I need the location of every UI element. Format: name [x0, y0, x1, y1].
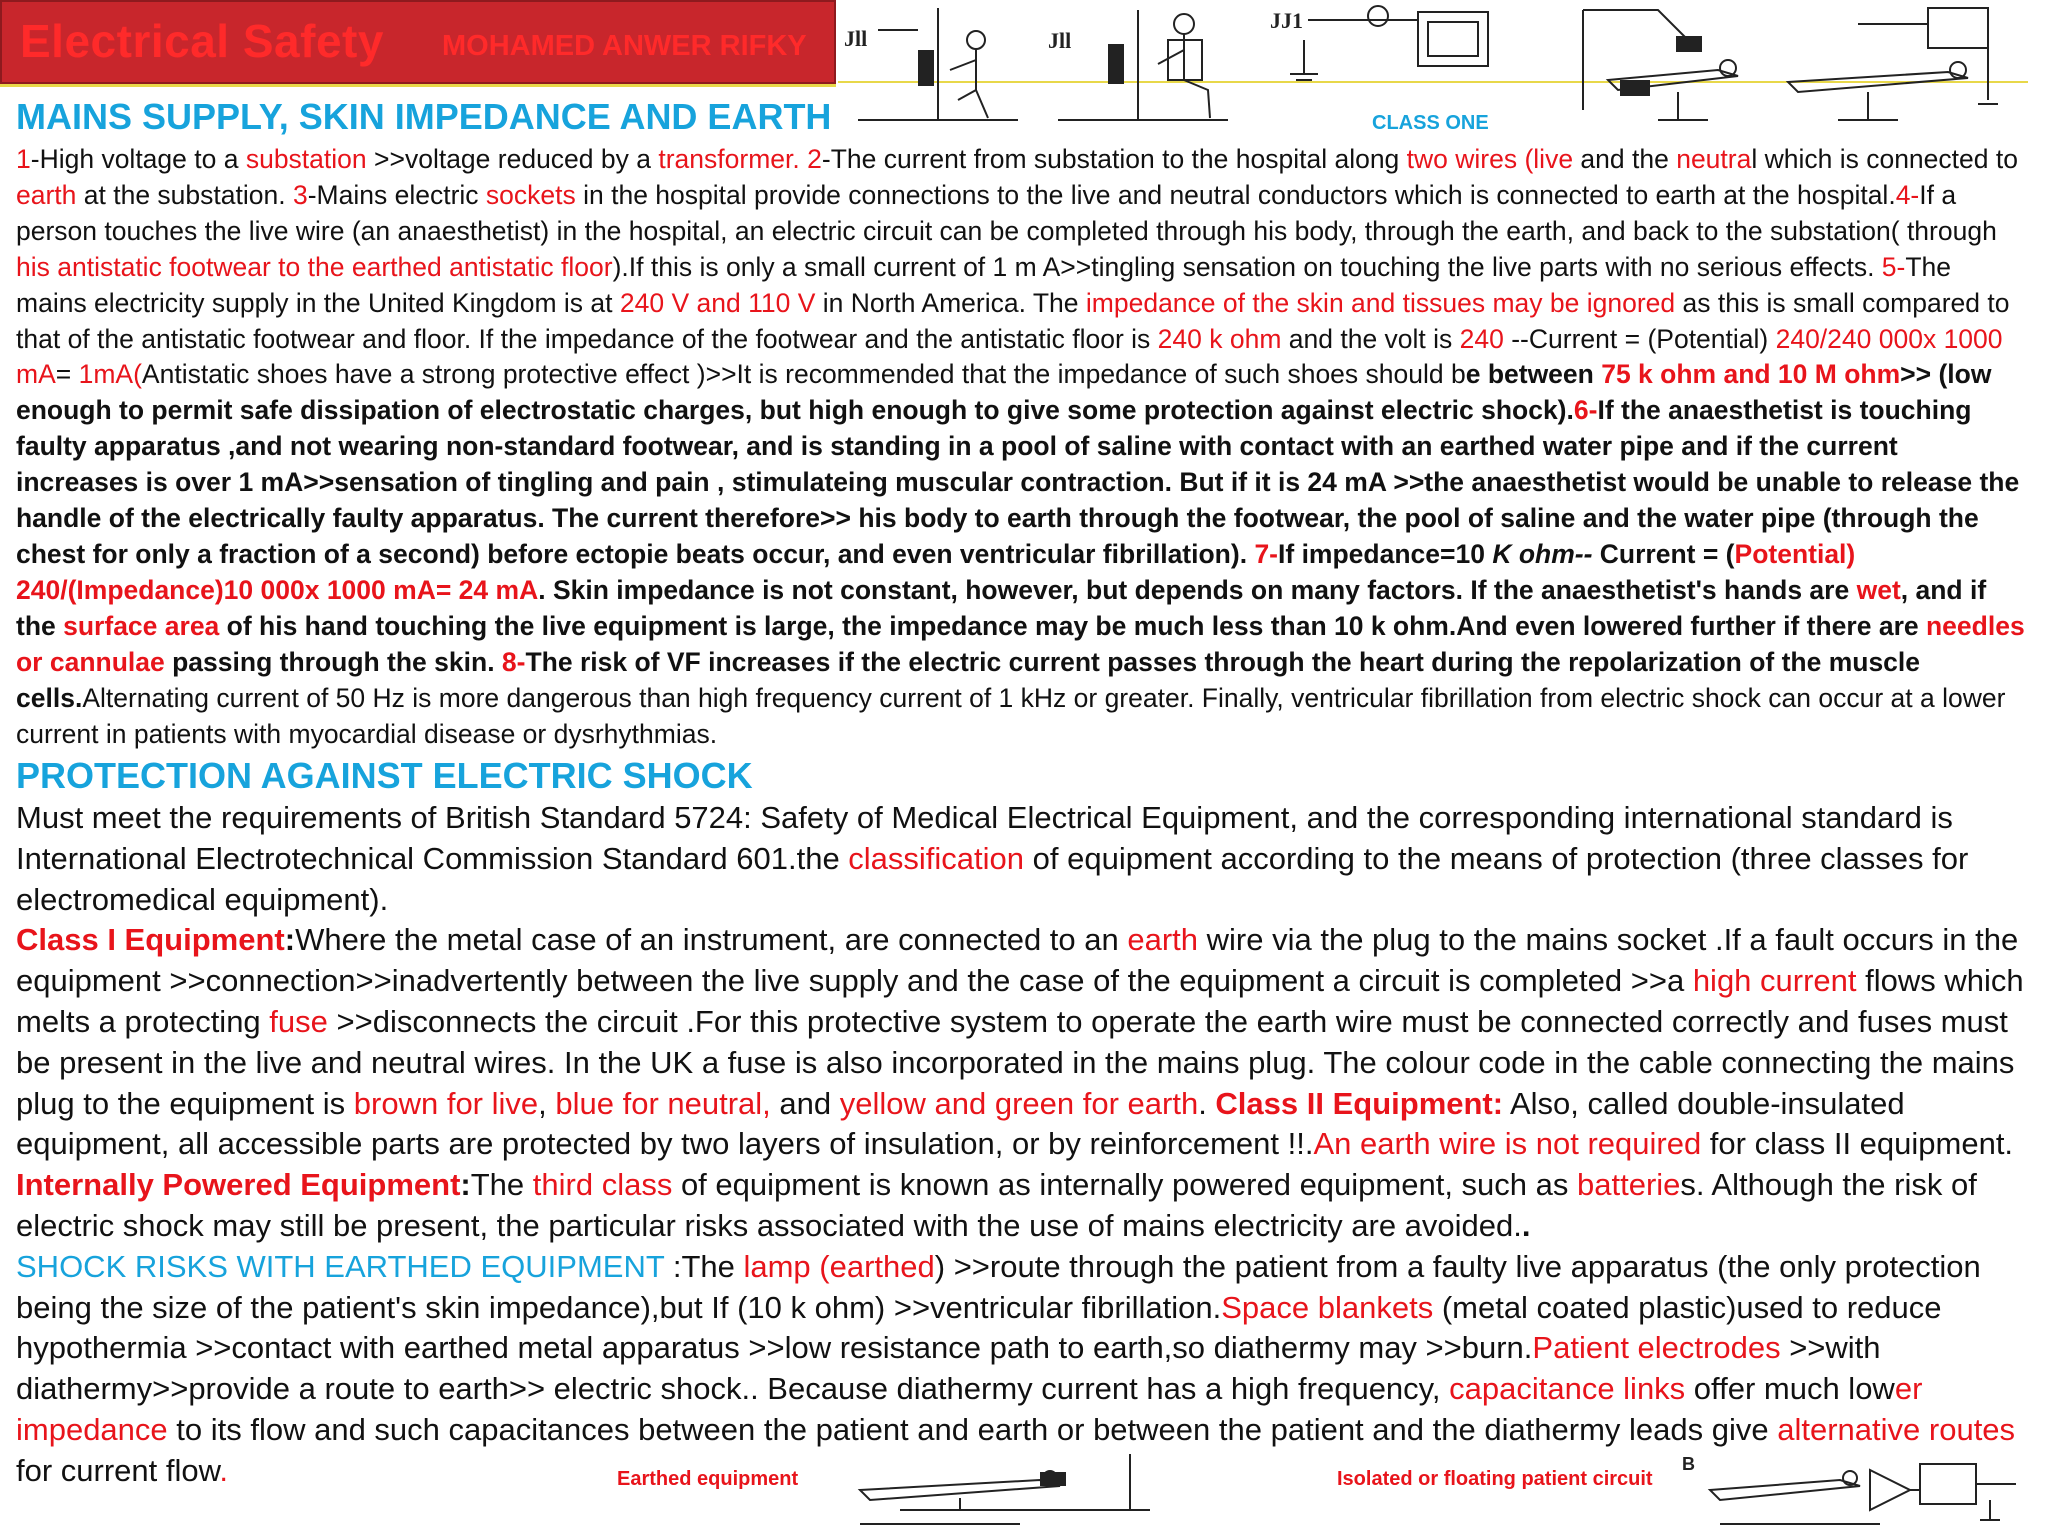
text-run: earth — [16, 179, 77, 210]
text-run: 1mA( — [78, 359, 142, 390]
page-title: Electrical Safety — [20, 15, 384, 67]
text-run: SHOCK RISKS WITH EARTHED EQUIPMENT — [16, 1248, 665, 1284]
text-run: : — [460, 1167, 471, 1203]
text-run: Class I Equipment — [16, 922, 285, 958]
text-run: 8- — [501, 646, 526, 677]
text-run: and the — [1573, 144, 1677, 174]
text-run: high current — [1692, 963, 1857, 999]
text-run: Internally Powered Equipment — [16, 1167, 461, 1203]
text-run: 3 — [292, 179, 308, 210]
text-run: neutra — [1676, 144, 1752, 174]
author-name: MOHAMED ANWER RIFKY — [442, 30, 807, 62]
svg-text:B: B — [1682, 1454, 1695, 1474]
patient-on-table-diagram-2 — [1788, 8, 1998, 120]
text-run: flows which melts a protecting — [16, 963, 2024, 1039]
text-run: 1 — [16, 144, 31, 174]
text-run: If impedance=10 — [1278, 538, 1493, 569]
text-run: classification — [848, 840, 1025, 876]
text-run: at the substation. — [76, 179, 293, 210]
patient-on-table-diagram-1 — [1583, 10, 1738, 120]
text-run: Must meet the requirements of British Standard 5724: Safety of Medical Electrical Equipment, and the corresponding international standard is International Electrotechnical Commission Standard 601.the — [16, 800, 1953, 876]
text-run: 2 — [807, 144, 822, 174]
text-run: >>voltage reduced by a — [366, 144, 659, 174]
text-run: 7- — [1254, 538, 1279, 569]
electric-circuit-diagram — [1270, 6, 1488, 80]
text-run: yellow and green for earth — [839, 1085, 1199, 1121]
text-run: -The current from substation to the hospital along — [821, 144, 1407, 174]
text-run: 240 — [1459, 323, 1504, 354]
isolated-patient-circuit-diagram — [1680, 1450, 2020, 1534]
text-run: of equipment is known as internally powered equipment, such as — [672, 1167, 1578, 1203]
text-run: two wires (live — [1406, 144, 1574, 174]
text-run: alternative routes — [1777, 1411, 2016, 1447]
section-heading-protection: PROTECTION AGAINST ELECTRIC SHOCK — [16, 755, 753, 796]
text-run: surface area — [63, 610, 220, 641]
text-run: capacitance links — [1449, 1371, 1686, 1407]
text-run: . Skin impedance is not constant, however, but depends on many factors. If the anaesthetist's hands are — [538, 574, 1857, 605]
text-run: fuse — [269, 1003, 328, 1039]
text-run: The — [470, 1167, 533, 1203]
text-run: If the anaesthetist is touching faulty apparatus ,and not wearing non-standard footwear, and is standing in a pool of saline with contact with an earthed water pipe and if the current increases is over 1 mA>>sensation of tingling and pain , stimulateing muscular contraction. But if it is 24 mA >>the anaesthetist would be unable to release the handle of the electrically faulty apparatus. The current therefore>> his body to earth through the footwear, the pool of saline and the water pipe (through the chest for only a fraction of a second) before ectopie beats occur, and even ventricular fibrillation). — [16, 395, 2020, 569]
text-run: transformer. — [658, 144, 800, 174]
text-run: brown for live — [353, 1085, 539, 1121]
text-run: Space blankets — [1221, 1289, 1434, 1325]
text-run: as this is small compared to that of the antistatic footwear and floor. If the impedance of the footwear and the antistatic floor is — [16, 287, 2010, 354]
text-run: . — [219, 1452, 228, 1488]
protection-body-text — [16, 798, 2026, 1492]
svg-text:Jll: Jll — [1048, 28, 1072, 53]
caption-earthed-equipment: Earthed equipment — [617, 1468, 799, 1490]
text-run: 240 V and 110 V — [619, 287, 816, 318]
anaesthetist-diagram-1 — [844, 8, 1018, 120]
text-run: s. Although the risk of electric shock may still be present, the particular risks associated with the use of mains electricity are avoided. — [16, 1167, 1977, 1243]
text-run: -High voltage to a — [30, 144, 246, 174]
text-run: 4- — [1895, 179, 1920, 210]
text-run: wet — [1856, 574, 1901, 605]
text-run: Current = ( — [1592, 538, 1735, 569]
text-run: ).If this is only a small current of 1 m A>>tingling sensation on touching the live parts with no serious effects. — [612, 251, 1882, 282]
text-run: e between — [1465, 359, 1602, 390]
text-run: substation — [245, 144, 367, 174]
text-run: of equipment according to the means of protection (three classes for electromedical equipment). — [16, 840, 1969, 917]
text-run: and — [770, 1085, 840, 1121]
text-run: (metal coated plastic)used to reduce hypothermia >>contact with earthed metal apparatus >>low resistance path to earth,so diathermy may >>burn. — [16, 1289, 1942, 1366]
text-run: >>with diathermy>>provide a route to earth>> electric shock.. Because diathermy current has a high frequency, — [16, 1330, 1881, 1407]
text-run: Where the metal case of an instrument, are connected to an — [295, 922, 1128, 958]
text-run: 240 k ohm — [1157, 323, 1282, 354]
anaesthetist-diagram-2 — [1048, 10, 1228, 120]
text-run: third class — [532, 1167, 673, 1203]
title-banner — [0, 0, 836, 84]
text-run: Potential) 240/(Impedance)10 000x 1000 mA= 24 mA — [16, 538, 1856, 605]
earthed-equipment-diagram — [840, 1450, 1160, 1534]
text-run: Patient electrodes — [1532, 1330, 1781, 1366]
text-run: 5- — [1881, 251, 1906, 282]
text-run: of his hand touching the live equipment is large, the impedance may be much less than 10 k ohm.And even lowered further if there are — [219, 610, 1926, 641]
text-run: , and if the — [16, 574, 1987, 641]
text-run: -Mains electric — [307, 179, 486, 210]
text-run: offer much low — [1685, 1371, 1895, 1407]
svg-text:Jll: Jll — [844, 26, 868, 51]
text-run: in North America. The — [815, 287, 1086, 318]
mains-supply-body-text — [16, 142, 2026, 752]
text-run: for current flow — [16, 1452, 220, 1488]
text-run: to its flow and such capacitances between the patient and earth or between the patient and the diathermy leads give — [167, 1411, 1778, 1447]
text-run: >>disconnects the circuit .For this protective system to operate the earth wire must be connected correctly and fuses must be present in the live and neutral wires. In the UK a fuse is also incorporated in the mains plug. The colour code in the cable connecting the mains plug to the equipment is — [16, 1003, 2015, 1121]
text-run: . — [1198, 1085, 1216, 1121]
caption-isolated-patient-circuit: Isolated or floating patient circuit — [1337, 1468, 1653, 1490]
text-run: earth — [1127, 922, 1199, 958]
text-run: The mains electricity supply in the United Kingdom is at — [16, 251, 1952, 318]
svg-text:JJ1: JJ1 — [1270, 8, 1303, 33]
text-run: for class II equipment. — [1701, 1126, 2014, 1162]
text-run: ) >>route through the patient from a faulty live apparatus (the only protection being the size of the patient's skin impedance),but If (10 k ohm) >>ventricular fibrillation. — [16, 1248, 1981, 1325]
text-run: impedance of the skin and tissues may be ignored — [1085, 287, 1676, 318]
text-run: Antistatic shoes have a strong protective effect )>>It is recommended that the impedance of such shoes should b — [141, 359, 1466, 390]
text-run: batterie — [1577, 1167, 1681, 1203]
text-run: , — [538, 1085, 556, 1121]
text-run: >> (low enough to permit safe dissipation of electrostatic charges, but high enough to give some protection against electric shock). — [16, 359, 1992, 426]
text-run: Class II Equipment: — [1215, 1085, 1504, 1121]
text-run: needles or cannulae — [16, 610, 2025, 677]
text-run: Also, called double-insulated equipment, all accessible parts are protected by two layers of insulation, or by reinforcement !!. — [16, 1085, 1905, 1162]
text-run: : — [284, 922, 296, 958]
text-run: and the volt is — [1281, 323, 1460, 354]
text-run: wire via the plug to the mains socket .If a fault occurs in the equipment >>connection>>inadvertently between the live supply and the case of the equipment a circuit is completed >>a — [16, 922, 2019, 999]
text-run: :The — [664, 1248, 744, 1284]
text-run: passing through the skin. — [164, 646, 502, 677]
text-run: --Current = (Potential) — [1503, 323, 1776, 354]
text-run: l which is connected to — [1751, 144, 2018, 174]
text-run: The risk of VF increases if the electric current passes through the heart during the repolarization of the muscle cells. — [16, 646, 1921, 713]
text-run: er impedance — [16, 1371, 1923, 1447]
section-heading-mains-supply: MAINS SUPPLY, SKIN IMPEDANCE AND EARTH — [16, 96, 832, 137]
text-run: K ohm-- — [1492, 538, 1593, 569]
text-run: Alternating current of 50 Hz is more dangerous than high frequency current of 1 kHz or greater. Finally, ventricular fibrillation from electric shock can occur at a lower current in patients with myocardial disease or dysrhythmias. — [16, 682, 2006, 749]
text-run: 240/240 000x 1000 mA — [16, 323, 2003, 390]
text-run: lamp (earthed — [743, 1248, 935, 1284]
text-run: his antistatic footwear to the earthed antistatic floor — [16, 251, 613, 282]
text-run: 6- — [1573, 395, 1598, 426]
text-run: sockets — [485, 179, 576, 210]
text-run: . — [1521, 1207, 1531, 1243]
text-run: in the hospital provide connections to the live and neutral conductors which is connected to earth at the hospital. — [575, 179, 1896, 210]
header-divider — [0, 84, 836, 87]
text-run: = — [55, 359, 79, 390]
text-run: An earth wire is not required — [1313, 1126, 1702, 1162]
text-run: If a person touches the live wire (an anaesthetist) in the hospital, an electric circuit can be completed through his body, through the earth, and back to the substation( through — [16, 179, 1997, 246]
class-one-label: CLASS ONE — [1372, 112, 1489, 134]
text-run: 75 k ohm and 10 M ohm — [1601, 359, 1901, 390]
text-run: blue for neutral, — [555, 1085, 771, 1121]
